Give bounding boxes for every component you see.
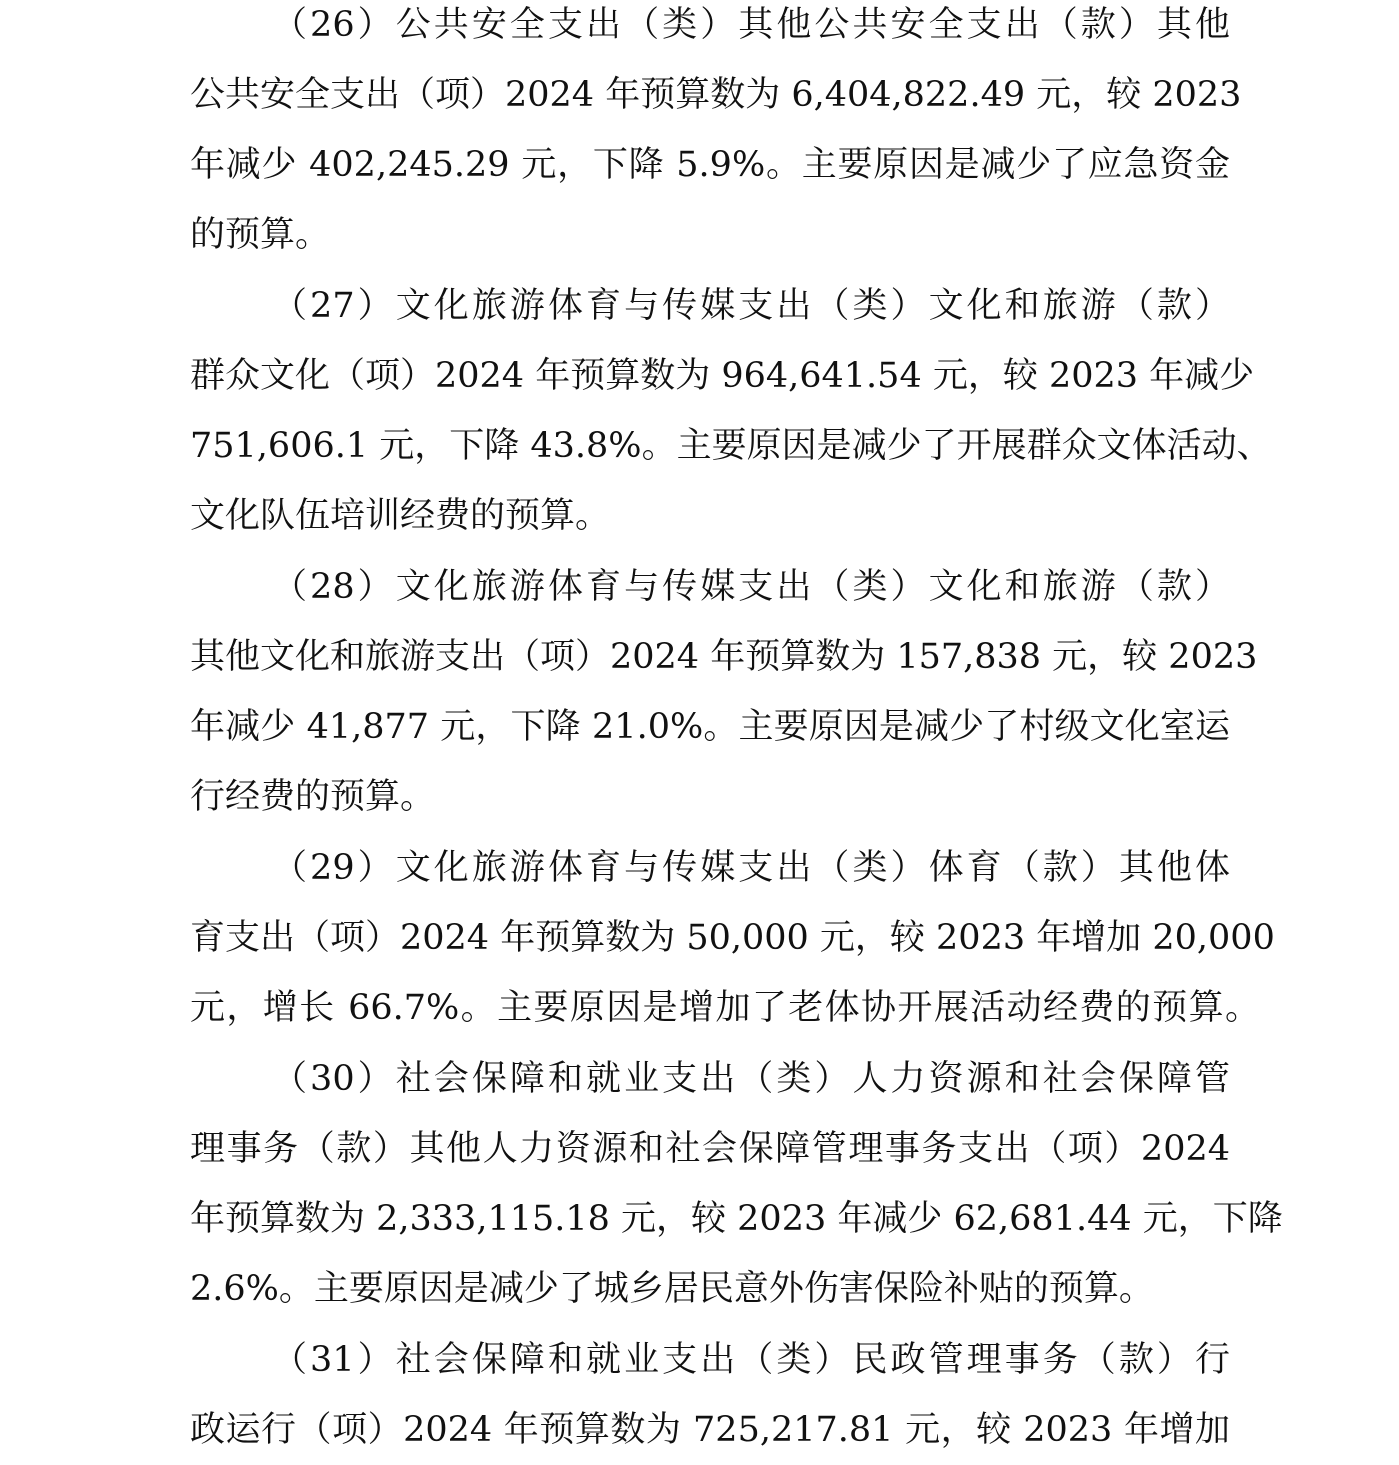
paragraph-30-line-1: （30）社会保障和就业支出（类）人力资源和社会保障管 xyxy=(272,1059,1230,1099)
paragraph-28-line-1: （28）文化旅游体育与传媒支出（类）文化和旅游（款） xyxy=(272,567,1230,607)
paragraph-30-line-4: 2.6%。主要原因是减少了城乡居民意外伤害保险补贴的预算。 xyxy=(190,1269,1154,1309)
paragraph-26-line-2: 公共安全支出（项）2024 年预算数为 6,404,822.49 元，较 2023 xyxy=(190,75,1242,115)
paragraph-29-line-2: 育支出（项）2024 年预算数为 50,000 元，较 2023 年增加 20,000 xyxy=(190,918,1275,958)
paragraph-26-line-3: 年减少 402,245.29 元，下降 5.9%。主要原因是减少了应急资金 xyxy=(190,145,1230,185)
paragraph-28-line-4: 行经费的预算。 xyxy=(190,777,436,817)
paragraph-30-line-3: 年预算数为 2,333,115.18 元，较 2023 年减少 62,681.44 元，下降 xyxy=(190,1199,1283,1239)
paragraph-28-line-3: 年减少 41,877 元，下降 21.0%。主要原因是减少了村级文化室运 xyxy=(190,707,1230,747)
paragraph-27-line-3: 751,606.1 元，下降 43.8%。主要原因是减少了开展群众文体活动、 xyxy=(190,426,1272,466)
paragraph-29-line-1: （29）文化旅游体育与传媒支出（类）体育（款）其他体 xyxy=(272,848,1230,888)
paragraph-26-line-1: （26）公共安全支出（类）其他公共安全支出（款）其他 xyxy=(272,5,1230,45)
paragraph-29-line-3: 元，增长 66.7%。主要原因是增加了老体协开展活动经费的预算。 xyxy=(190,988,1260,1028)
paragraph-30-line-2: 理事务（款）其他人力资源和社会保障管理事务支出（项）2024 xyxy=(190,1129,1230,1169)
paragraph-31-line-1: （31）社会保障和就业支出（类）民政管理事务（款）行 xyxy=(272,1340,1230,1380)
paragraph-26-line-4: 的预算。 xyxy=(190,215,331,255)
paragraph-27-line-2: 群众文化（项）2024 年预算数为 964,641.54 元，较 2023 年减少 xyxy=(190,356,1255,396)
paragraph-27-line-1: （27）文化旅游体育与传媒支出（类）文化和旅游（款） xyxy=(272,286,1230,326)
paragraph-27-line-4: 文化队伍培训经费的预算。 xyxy=(190,496,611,536)
paragraph-28-line-2: 其他文化和旅游支出（项）2024 年预算数为 157,838 元，较 2023 xyxy=(190,637,1258,677)
paragraph-31-line-2: 政运行（项）2024 年预算数为 725,217.81 元，较 2023 年增加 xyxy=(190,1410,1230,1450)
